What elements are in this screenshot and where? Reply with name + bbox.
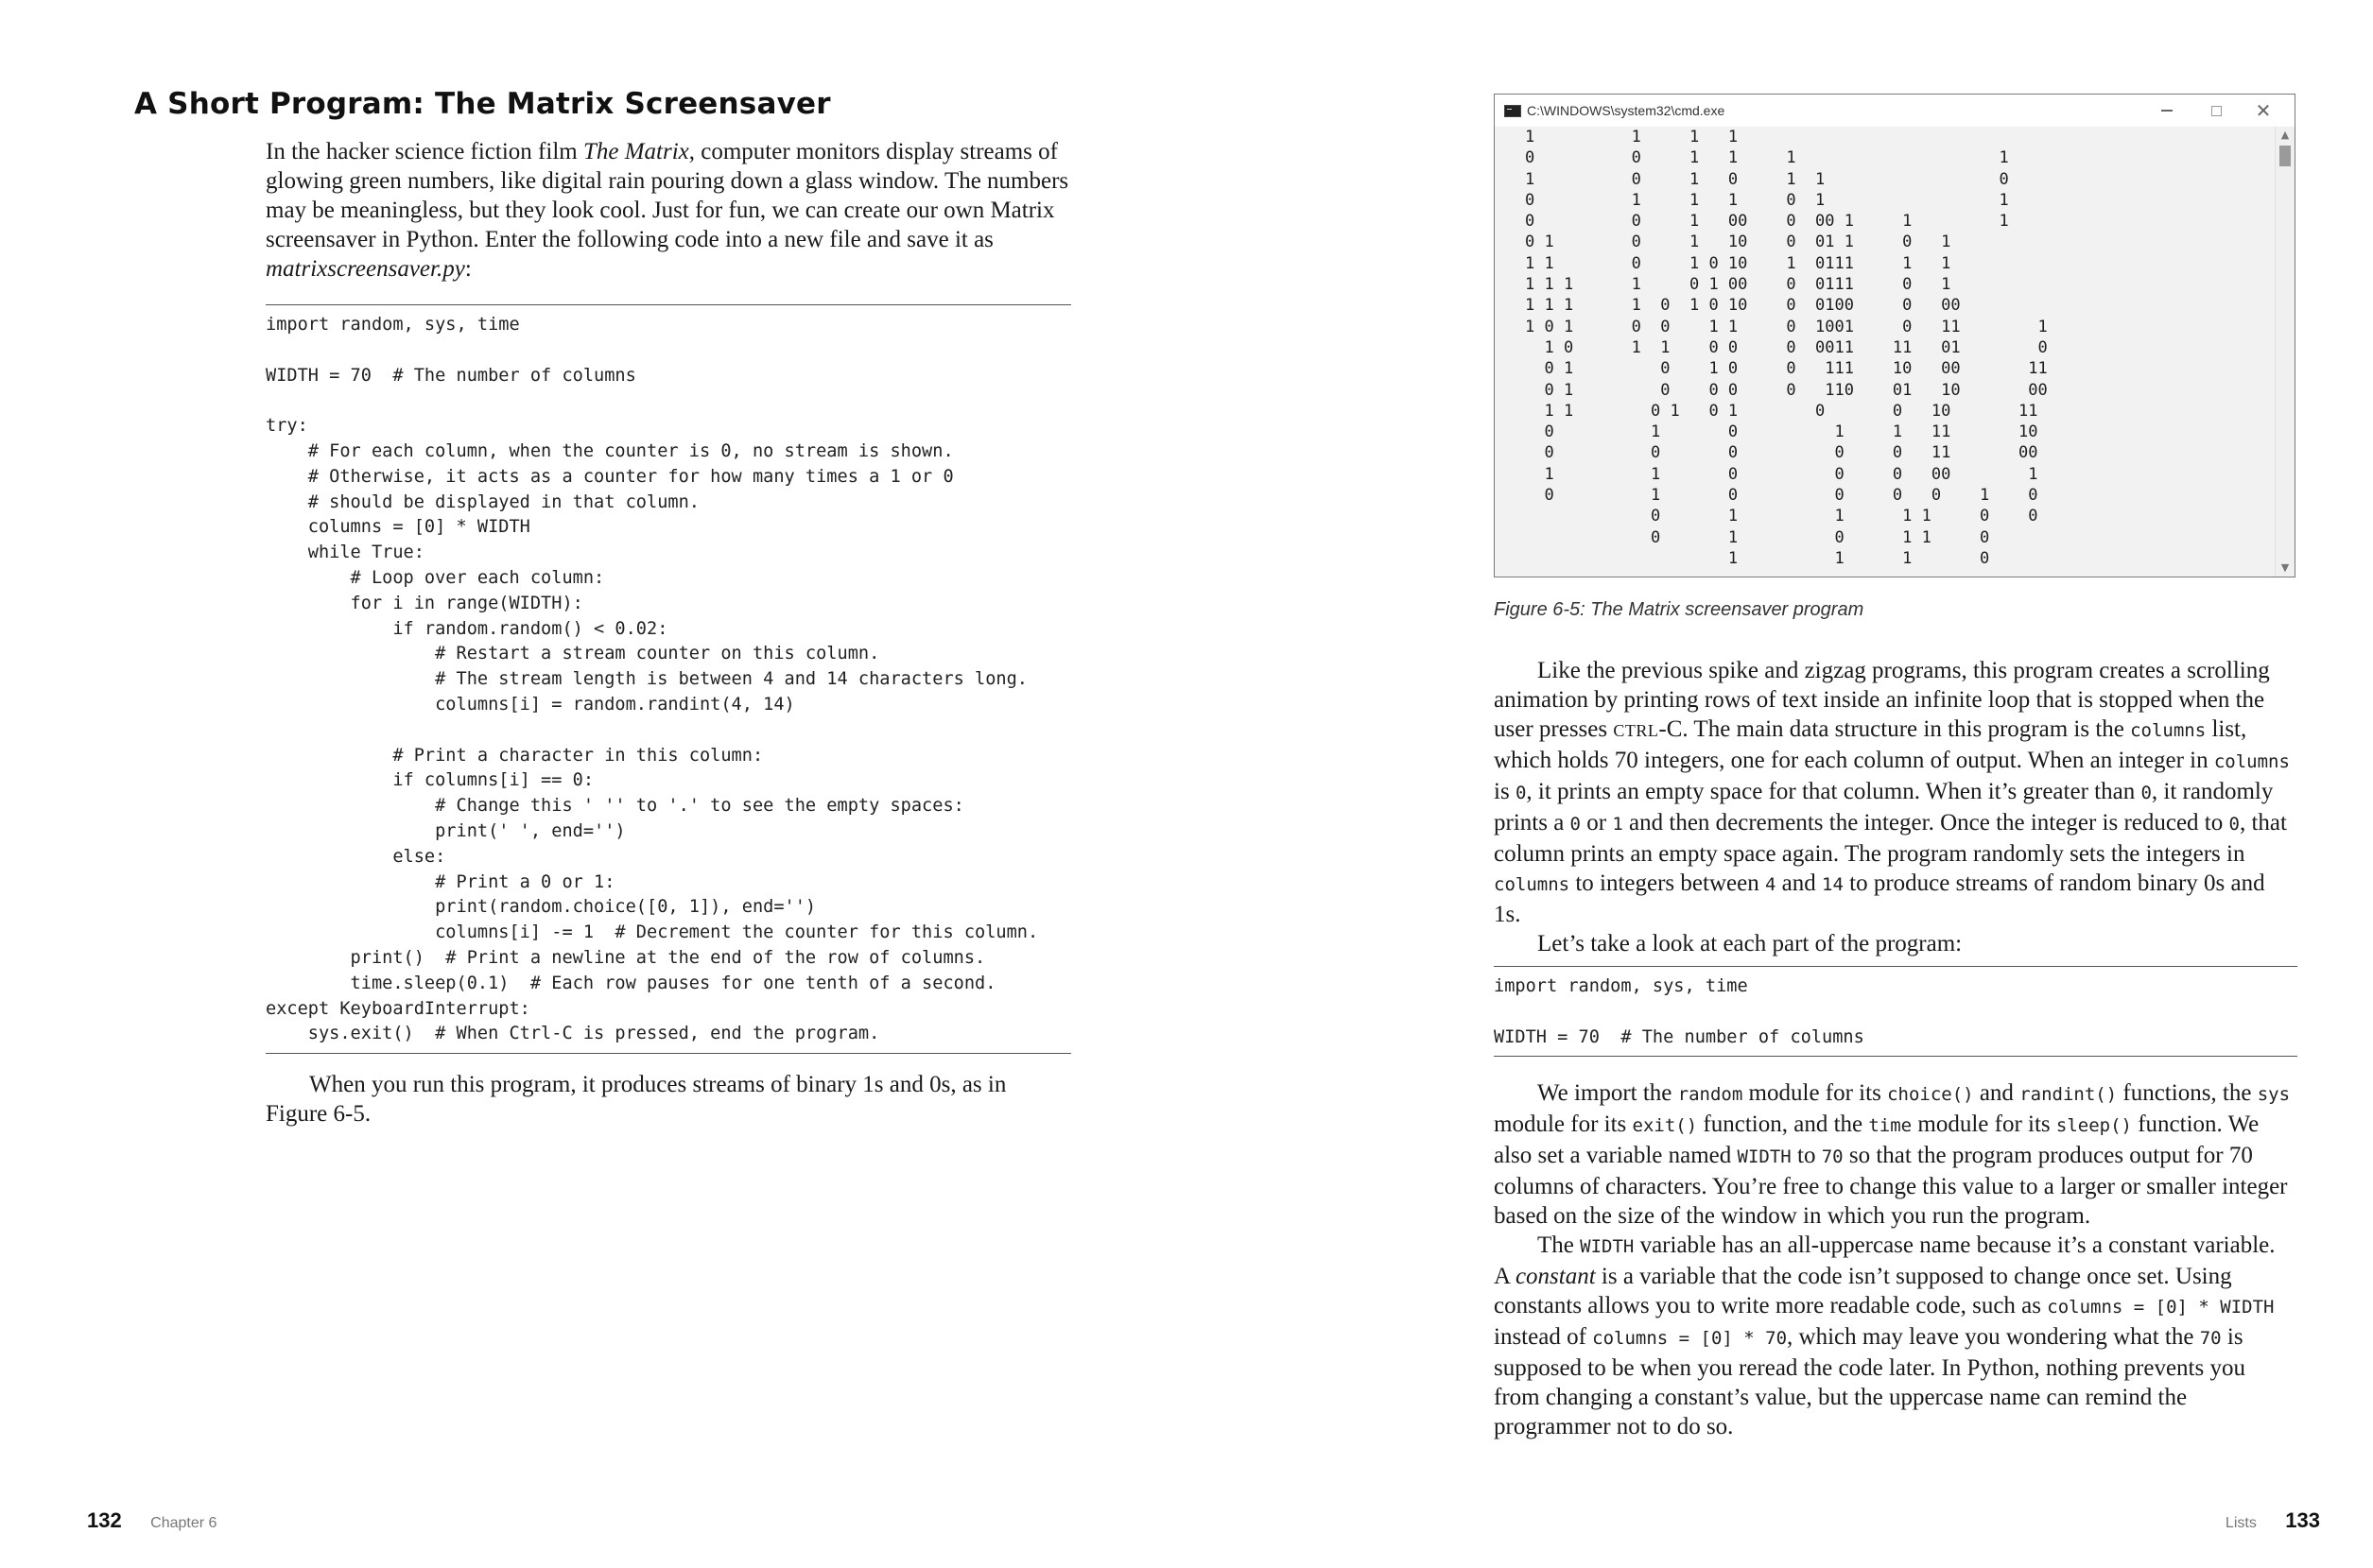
code-line: if random.random() < 0.02: (266, 618, 668, 639)
window-titlebar (1495, 95, 2295, 127)
code-line: sys.exit() # When Ctrl-C is pressed, end the program. (266, 1024, 880, 1044)
text: and then decrements the integer. Once the integer is reduced to (1622, 810, 2229, 836)
program-code-listing (266, 304, 1071, 1054)
code-line: WIDTH = 70 # The number of columns (1494, 1026, 1864, 1047)
inline-code: sys (2257, 1084, 2291, 1105)
code-line: import random, sys, time (1494, 976, 1748, 996)
inline-code: 0 (2228, 814, 2240, 835)
inline-code: columns = [0] * 70 (1592, 1328, 1788, 1349)
text: , that column prints an empty space again. The program randomly sets the integers in (1494, 810, 2287, 867)
inline-code: columns = [0] * WIDTH (2047, 1297, 2275, 1318)
code-line: for i in range(WIDTH): (266, 593, 583, 613)
inline-code: 14 (1822, 874, 1844, 895)
code-line: # The stream length is between 4 and 14 characters long. (266, 669, 1028, 690)
right-folio (2226, 1508, 2320, 1533)
code-line: if columns[i] == 0: (266, 770, 595, 791)
code-line: print() # Print a newline at the end of the row of columns. (266, 947, 986, 968)
text: list, which holds 70 integers, one for each column of output. When an integer in (1494, 716, 2247, 773)
text: to integers between (1569, 870, 1765, 896)
code-line: columns[i] -= 1 # Decrement the counter for this column. (266, 922, 1039, 943)
text: and (1775, 870, 1823, 896)
text: , it randomly prints a (1494, 779, 2274, 836)
text: function. We also set a variable named (1494, 1111, 2260, 1168)
text: , it prints an empty space for that column. When it’s greater than (1526, 779, 2141, 804)
code-line: print(random.choice([0, 1]), end='') (266, 897, 817, 918)
intro-text: , computer monitors display streams of glowing green numbers, like digital rain pouring down a glass window. The numbers may be meaningless, but they look cool. Just for fun, we can create our own Matrix screensaver in Python. Enter the following code into a new file and save it as (266, 139, 1069, 252)
inline-code: WIDTH (1737, 1146, 1792, 1167)
code-line: import random, sys, time (266, 315, 520, 335)
scroll-down-arrow-icon[interactable]: ▼ (2280, 561, 2290, 574)
figure-caption: Figure 6-5: The Matrix screensaver program (1494, 599, 1864, 620)
inline-code: exit() (1632, 1115, 1698, 1136)
code-line (1494, 1000, 2297, 1025)
text: The (1537, 1232, 1581, 1258)
body-paragraph: Like the previous spike and zigzag programs, this program creates a scrolling animation by printing rows of text inside an infinite loop that is stopped when the user presses ctrl-C. The main data structure in this program is the columns list, which holds 70 integers, one for each column of output. When an integer in columns is 0, it prints an empty space for that column. When it’s greater than 0, it randomly prints a 0 or 1 and then decrements the integer. Once the integer is reduced to 0, that column prints an empty space again. The program randomly sets the integers in columns to integers between 4 and 14 to produce streams of random binary 0s and 1s. (1494, 658, 2290, 927)
terminal-icon (1504, 105, 1521, 117)
inline-code: randint() (2019, 1084, 2118, 1105)
text: instead of (1494, 1324, 1593, 1350)
code-line: # Loop over each column: (266, 567, 605, 588)
running-head: Chapter 6 (150, 1515, 217, 1531)
code-line: # Change this ' '' to '.' to see the empty spaces: (266, 796, 964, 817)
code-line: # should be displayed in that column. (266, 491, 700, 512)
filename: matrixscreensaver.py (266, 256, 465, 282)
close-button[interactable] (2242, 98, 2285, 123)
code-line: time.sleep(0.1) # Each row pauses for one tenth of a second. (266, 973, 996, 993)
code-line: columns = [0] * WIDTH (266, 517, 530, 538)
text: is (1494, 779, 1516, 804)
code-line: # Otherwise, it acts as a counter for how many times a 1 or 0 (266, 466, 954, 487)
program-code-excerpt (1494, 966, 2297, 1057)
code-line: try: (266, 416, 308, 437)
scroll-up-arrow-icon[interactable]: ▲ (2280, 129, 2290, 141)
code-line: print(' ', end='') (266, 820, 626, 841)
inline-code: 0 (2140, 783, 2152, 803)
inline-code: 4 (1764, 874, 1776, 895)
running-head: Lists (2225, 1515, 2257, 1531)
text: is supposed to be when you reread the code later. In Python, nothing prevents you from changing a constant’s value, but the uppercase name can remind the programmer not to do so. (1494, 1324, 2245, 1439)
code-line (266, 388, 1071, 414)
text: We import the (1537, 1080, 1678, 1106)
minimize-icon (2161, 110, 2173, 112)
code-line: # Print a character in this column: (266, 745, 764, 766)
body-paragraph (1494, 1078, 2295, 1231)
body-paragraph: Let’s take a look at each part of the program: (1537, 931, 1963, 956)
code-line: WIDTH = 70 # The number of columns (266, 365, 636, 386)
text: and (1973, 1080, 2020, 1106)
maximize-button[interactable] (2194, 98, 2238, 123)
code-line: # For each column, when the counter is 0, no stream is shown. (266, 440, 954, 461)
text: module for its (1912, 1111, 2056, 1137)
console-output (1495, 127, 2276, 577)
intro-text: : (464, 256, 472, 282)
right-text-block-2 (1494, 1078, 2295, 1441)
section-heading: A Short Program: The Matrix Screensaver (134, 87, 831, 121)
text: function, and the (1697, 1111, 1869, 1137)
inline-code: 70 (2199, 1328, 2222, 1349)
text: , which may leave you wondering what the (1787, 1324, 2200, 1350)
inline-code: time (1868, 1115, 1913, 1136)
after-code-paragraph: When you run this program, it produces streams of binary 1s and 0s, as in Figure 6-5. (266, 1072, 1007, 1127)
text: functions, the (2117, 1080, 2258, 1106)
scroll-thumb[interactable] (2279, 146, 2291, 166)
emphasis: constant (1515, 1264, 1596, 1289)
text: Like the previous spike and zigzag programs, this program creates a scrolling animation by printing rows of text inside an infinite loop that is stopped when the user presses (1494, 658, 2270, 742)
right-text-block-1 (1494, 656, 2295, 958)
left-folio (87, 1508, 217, 1533)
inline-code: random (1677, 1084, 1743, 1105)
console-text: 1 1 1 1 0 0 1 1 1 1 1 0 1 0 1 1 0 0 1 1 1 0 1 1 0 0 1 00 0 00 1 1 1 0 1 0 1 10 0 01 1 0 1 1 1 0 1 0 10 1 0111 1 1 1 1 1 1 0 1 00 0 0111 0 1 1 1 1 1 0 1 0 10 0 0100 0 00 1 0 1 0 0 1 1 0 1001 0 11 1 1 0 1 1 0 0 0 0011 11 01 0 0 1 0 1 0 0 111 10 00 11 0 1 0 0 0 0 110 01 10 00 1 1 0 1 0 1 0 0 10 11 0 1 0 1 1 11 10 0 0 0 0 0 11 00 1 1 0 0 0 00 1 0 1 0 0 0 0 1 0 0 1 1 1 1 0 0 0 1 0 1 1 0 1 1 1 0 (1525, 128, 2048, 568)
window-title: C:\WINDOWS\system32\cmd.exe (1527, 103, 1725, 118)
page-number: 132 (87, 1508, 122, 1532)
inline-code: 0 (1515, 783, 1527, 803)
code-line: while True: (266, 543, 424, 563)
intro-text: In the hacker science fiction film (266, 139, 583, 164)
inline-code: columns (1494, 874, 1570, 895)
maximize-icon (2211, 106, 2222, 116)
close-icon: ✕ (2255, 99, 2272, 122)
body-paragraph (1494, 1231, 2295, 1441)
code-line (266, 338, 1071, 364)
inline-code: choice() (1887, 1084, 1974, 1105)
text: module for its (1494, 1111, 1633, 1137)
page-number: 133 (2285, 1508, 2320, 1532)
code-line: # Print a 0 or 1: (266, 871, 615, 892)
key-name: ctrl (1613, 716, 1659, 742)
text: to produce streams of random binary 0s and 1s. (1494, 870, 2265, 927)
text: is a variable that the code isn’t supposed to change once set. Using constants allows you to write more readable code, such as (1494, 1264, 2232, 1318)
text: -C. The main data structure in this program is the (1658, 716, 2131, 742)
inline-code: columns (2130, 720, 2207, 741)
inline-code: 1 (1612, 814, 1623, 835)
film-title: The Matrix (582, 139, 689, 164)
inline-code: sleep() (2055, 1115, 2132, 1136)
inline-code: WIDTH (1580, 1236, 1635, 1257)
intro-paragraph (266, 137, 1069, 284)
inline-code: 0 (1569, 814, 1581, 835)
code-line: else: (266, 846, 446, 867)
vertical-scrollbar[interactable] (2275, 127, 2295, 577)
code-line (266, 718, 1071, 744)
left-page (0, 0, 1186, 1568)
text: module for its (1742, 1080, 1888, 1106)
code-line: columns[i] = random.randint(4, 14) (266, 694, 795, 715)
inline-code: 70 (1821, 1146, 1844, 1167)
text: to (1791, 1143, 1822, 1168)
code-line: except KeyboardInterrupt: (266, 998, 530, 1019)
code-line: # Restart a stream counter on this column. (266, 644, 880, 664)
inline-code: columns (2213, 751, 2290, 772)
minimize-button[interactable] (2145, 98, 2189, 123)
text: so that the program produces output for 70 columns of characters. You’re free to change this value to a larger or smaller integer based on the size of the window in which you run the program. (1494, 1143, 2288, 1229)
cmd-window-figure (1494, 94, 2295, 577)
text: variable has an all-uppercase name because it’s a constant variable. A (1494, 1232, 2276, 1289)
